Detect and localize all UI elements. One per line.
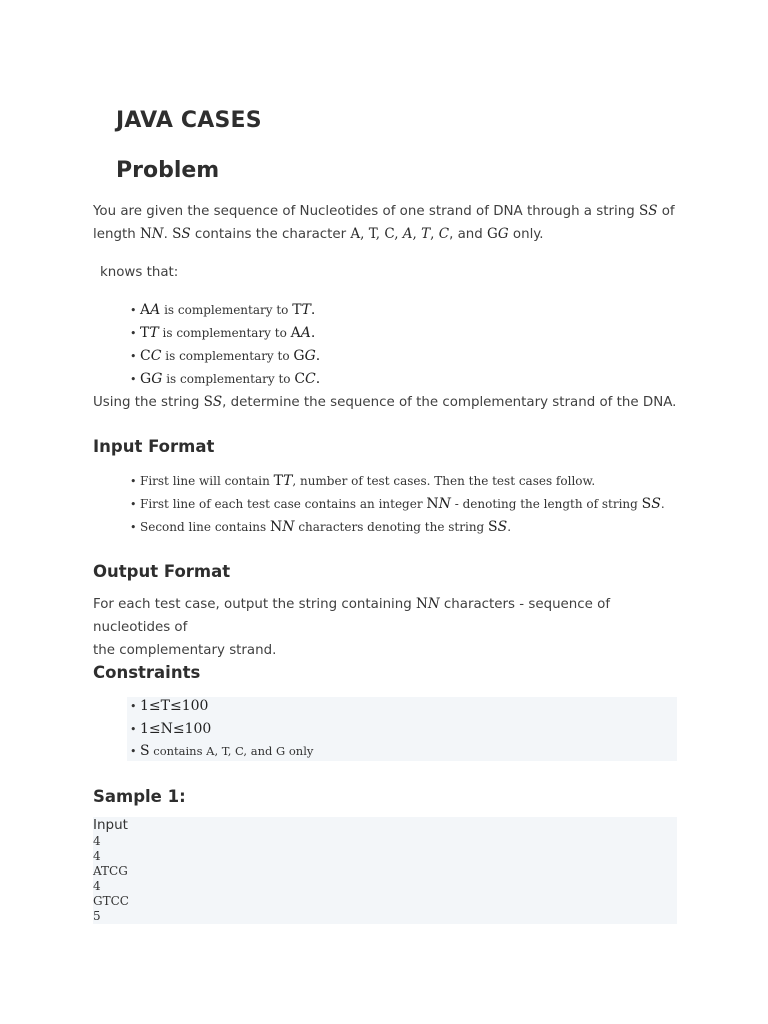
constraint-2: 1≤N≤100 bbox=[140, 721, 212, 737]
list-item: • Second line contains NN characters denoting the string SS. bbox=[130, 519, 512, 535]
constraints-list bbox=[130, 695, 677, 761]
output-line-1: For each test case, output the string containing NN characters - sequence of nucleotides of bbox=[93, 596, 611, 635]
knows-that-text: knows that: bbox=[100, 265, 179, 280]
sample-line: 5 bbox=[93, 909, 101, 923]
intro-text: , and bbox=[449, 227, 488, 242]
intro-text: You are given the sequence of Nucleotides of one strand of DNA through a string bbox=[93, 204, 639, 219]
input-format-heading: Input Format bbox=[93, 437, 215, 456]
intro-line-2 bbox=[93, 223, 678, 246]
output-line-2: the complementary strand. bbox=[93, 643, 277, 658]
output-format-heading: Output Format bbox=[93, 562, 231, 581]
constraints-box bbox=[127, 697, 677, 761]
task-statement: Using the string SS, determine the sequence of the complementary strand of the DNA. bbox=[93, 394, 677, 410]
list-item: • First line of each test case contains an integer NN - denoting the length of string SS. bbox=[130, 496, 665, 512]
list-item: • 1≤N≤100 bbox=[130, 721, 212, 737]
list-item: • AA is complementary to TT. bbox=[130, 302, 316, 318]
constraint-1: 1≤T≤100 bbox=[140, 698, 209, 714]
math-symbol: GG bbox=[487, 226, 509, 242]
sample-line: 4 bbox=[93, 834, 101, 848]
list-item: • S contains A, T, C, and G only bbox=[130, 743, 314, 759]
intro-line-1 bbox=[93, 200, 678, 223]
input-format-list bbox=[130, 470, 678, 539]
list-item: • GG is complementary to CC. bbox=[130, 371, 321, 387]
intro-text: length bbox=[93, 227, 140, 242]
sample-input-label: Input bbox=[93, 817, 128, 833]
intro-text: only. bbox=[508, 227, 544, 242]
sample-input-box bbox=[93, 817, 677, 924]
sample-line: GTCC bbox=[93, 894, 129, 908]
list-item: • CC is complementary to GG. bbox=[130, 348, 321, 364]
complement-list bbox=[130, 299, 678, 391]
sample-line: ATCG bbox=[93, 864, 128, 878]
math-symbol: SS bbox=[172, 226, 191, 242]
document-title: JAVA CASES bbox=[116, 108, 262, 133]
math-symbol: NN bbox=[139, 226, 164, 242]
sample-line: 4 bbox=[93, 849, 101, 863]
math-char-list: A, T, C, A, T, C bbox=[350, 226, 450, 242]
intro-text: contains the character bbox=[190, 227, 351, 242]
sample-line: 4 bbox=[93, 879, 101, 893]
list-item: • First line will contain TT, number of test cases. Then the test cases follow. bbox=[130, 473, 596, 489]
list-item: • TT is complementary to AA. bbox=[130, 325, 316, 341]
intro-text: . bbox=[163, 227, 173, 242]
constraints-heading: Constraints bbox=[93, 663, 201, 682]
sample-heading: Sample 1: bbox=[93, 787, 186, 806]
intro-text: of bbox=[657, 204, 675, 219]
output-format-paragraph bbox=[93, 593, 678, 662]
problem-heading: Problem bbox=[116, 158, 220, 183]
list-item: • 1≤T≤100 bbox=[130, 698, 209, 714]
intro-paragraph bbox=[93, 200, 678, 246]
math-symbol: SS bbox=[638, 203, 658, 219]
